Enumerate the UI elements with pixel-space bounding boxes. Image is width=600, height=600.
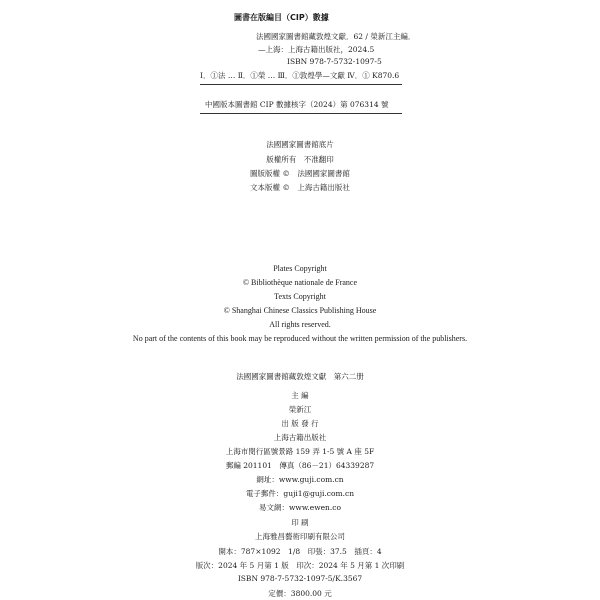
publisher-name: 上海古籍出版社 (273, 433, 327, 442)
publisher-address: 上海市閔行區號景路 159 弄 1-5 號 A 座 5F (225, 447, 375, 456)
edition-info: 版次：2024 年 5 月第 1 版 印次：2024 年 5 月第 1 次印刷 (195, 561, 405, 570)
price: 定價：3800.00 元 (268, 589, 332, 598)
rights-cn-line: 版權所有 不准翻印 (266, 155, 334, 164)
texts-copyright-heading: Texts Copyright (274, 292, 326, 301)
cip-rule-bottom (200, 113, 402, 114)
cip-line-isbn: ISBN 978-7-5732-1097-5 (287, 57, 382, 66)
reproduction-notice: No part of the contents of this book may be reproduced without the written permission of the publishers. (132, 334, 468, 343)
cip-heading: 圖書在版編目（CIP）數據 (234, 13, 329, 22)
book-title: 法國國家圖書館藏敦煌文獻 第六二册 (236, 372, 364, 381)
cip-line-classification: Ⅰ．①法 … Ⅱ．①榮 … Ⅲ．①敦煌學—文獻 Ⅳ．① K870.6 (200, 71, 400, 80)
rights-cn-line: 文本版權 © 上海古籍出版社 (250, 183, 350, 192)
rights-cn-line: 圖版版權 © 法國國家圖書館 (250, 169, 350, 178)
postcode-fax: 郵編 201101 傳真（86－21）64339287 (225, 461, 375, 470)
rights-cn-line: 法國國家圖書館底片 (266, 140, 334, 149)
rights-reserved: All rights reserved. (269, 320, 331, 329)
ewen-website: 易文網：www.ewen.co (259, 503, 341, 512)
texts-copyright-holder: © Shanghai Chinese Classics Publishing House (223, 306, 377, 315)
website: 網址：www.guji.com.cn (256, 475, 344, 484)
format-info: 開本：787×1092 1/8 印張：37.5 插頁：4 (218, 547, 382, 556)
cip-core-number: 中國版本圖書館 CIP 數據核字（2024）第 076314 號 (205, 100, 389, 109)
isbn-full: ISBN 978-7-5732-1097-5/K.3567 (237, 574, 363, 583)
printing-label: 印 刷 (291, 518, 309, 527)
plates-copyright-heading: Plates Copyright (273, 264, 327, 273)
cip-line-title: 法國國家圖書館藏敦煌文獻．62 / 榮新江主編． (256, 32, 416, 41)
plates-copyright-holder: © Bibliothèque nationale de France (242, 278, 358, 287)
editor-label: 主 編 (291, 391, 309, 400)
publisher-label: 出 版 發 行 (281, 419, 319, 428)
email: 電子郵件：guji1@guji.com.cn (245, 489, 355, 498)
cip-line-publisher: —上海：上海古籍出版社，2024.5 (258, 45, 375, 54)
cip-rule-top (200, 84, 402, 85)
editor-name: 榮新江 (288, 405, 312, 414)
printer-name: 上海雅昌藝術印刷有限公司 (255, 532, 345, 541)
